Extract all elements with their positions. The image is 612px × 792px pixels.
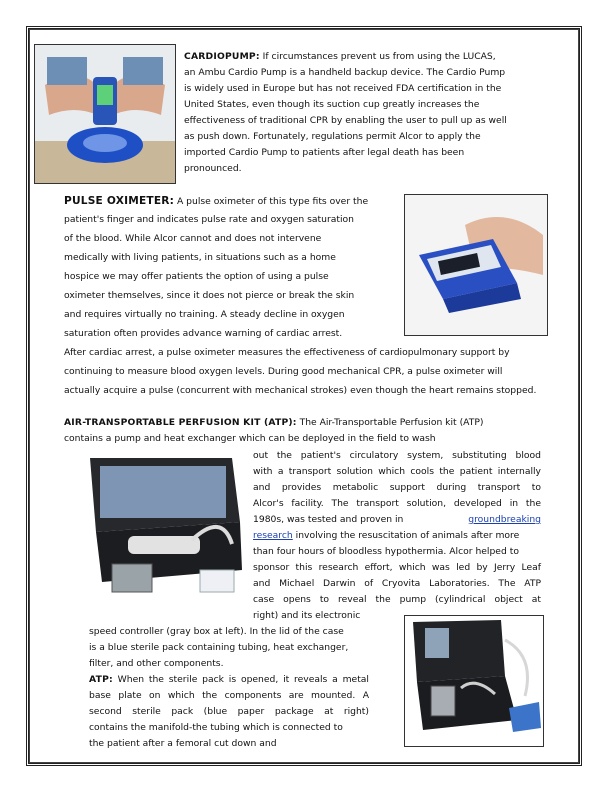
atp2-line-3: second sterile pack (blue paper package at right) (89, 706, 369, 717)
atp-right-line-10: case opens to reveal the pump (cylindrical object at (253, 594, 541, 605)
atp-right-line-3: and provides metabolic support during transport to (253, 482, 541, 493)
cardiopump-line-6: as push down. Fortunately, regulations permit Alcor to apply the (184, 131, 481, 142)
atp-lower-line-1: speed controller (gray box at left). In the lid of the case (89, 626, 344, 637)
cardiopump-heading: CARDIOPUMP: (184, 51, 260, 62)
atp-right-line-8: sponsor this research effort, which was led by Jerry Leaf (253, 562, 541, 573)
pulse-oximeter-line-6: oximeter themselves, since it does not pierce or break the skin (64, 290, 355, 301)
atp-line-2: contains a pump and heat exchanger which can be deployed in the field to wash (64, 433, 436, 444)
pulse-oximeter-photo (404, 194, 548, 336)
cardiopump-line-1: CARDIOPUMP: If circumstances prevent us from using the LUCAS, (184, 51, 496, 62)
cardiopump-photo (34, 44, 176, 184)
pulse-oximeter-line-5: hospice we may offer patients the option of using a pulse (64, 271, 329, 282)
pulse-oximeter-heading: PULSE OXIMETER: (64, 195, 175, 207)
atp-lower-line-3: filter, and other components. (89, 658, 224, 669)
cardiopump-line-2: an Ambu Cardio Pump is a handheld backup device. The Cardio Pump (184, 67, 506, 78)
atp-right-line-9: and Michael Darwin of Cryovita Laboratories. The ATP (253, 578, 541, 589)
pulse-oximeter-line-1: PULSE OXIMETER: A pulse oximeter of this type fits over the (64, 195, 369, 207)
pulse-oximeter-line-9: After cardiac arrest, a pulse oximeter measures the effectiveness of cardiopulmonary support by (64, 347, 510, 358)
pulse-oximeter-line-3: of the blood. While Alcor cannot and does not intervene (64, 233, 322, 244)
atp-lower-line-2: is a blue sterile pack containing tubing, heat exchanger, (89, 642, 349, 653)
atp-right-line-1: out the patient's circulatory system, substituting blood (253, 450, 541, 461)
pulse-oximeter-line-10: continuing to measure blood oxygen levels. During good mechanical CPR, a pulse oximeter will (64, 366, 503, 377)
atp-open-kit-photo (404, 615, 544, 747)
atp-right-line-4: Alcor's facility. The transport solution, developed in the (253, 498, 541, 509)
cardiopump-line-4: United States, even though its suction cup greatly increases the (184, 99, 480, 110)
atp-line-1: AIR-TRANSPORTABLE PERFUSION KIT (ATP): The Air-Transportable Perfusion kit (ATP) (64, 417, 484, 428)
atp2-heading: ATP: (89, 674, 113, 685)
atp-heading: AIR-TRANSPORTABLE PERFUSION KIT (ATP): (64, 417, 297, 428)
atp-right-line-6: research involving the resuscitation of animals after more (253, 530, 520, 541)
cardiopump-line-3: is widely used in Europe but has not received FDA certification in the (184, 83, 502, 94)
atp-right-line-11: right) and its electronic (253, 610, 361, 621)
atp2-line-2: base plate on which the components are mounted. A (89, 690, 369, 701)
atp2-line-4: contains the manifold-the tubing which is connected to (89, 722, 343, 733)
atp-right-line-7: than four hours of bloodless hypothermia. Alcor helped to (253, 546, 519, 557)
cardiopump-line-8: pronounced. (184, 163, 242, 174)
groundbreaking-research-link-cont[interactable]: research (253, 530, 293, 541)
pulse-oximeter-line-8: saturation often provides advance warning of cardiac arrest. (64, 328, 343, 339)
atp2-line-1: ATP: When the sterile pack is opened, it reveals a metal (89, 674, 369, 685)
pulse-oximeter-line-7: and requires virtually no training. A steady decline in oxygen (64, 309, 345, 320)
atp2-line-5: the patient after a femoral cut down and (89, 738, 277, 749)
atp-case-photo (82, 452, 246, 616)
pulse-oximeter-line-2: patient's finger and indicates pulse rate and oxygen saturation (64, 214, 354, 225)
pulse-oximeter-line-11: actually acquire a pulse (concurrent with mechanical strokes) even though the heart remains stopped. (64, 385, 537, 396)
atp-right-line-5: 1980s, was tested and proven in groundbreaking (253, 514, 541, 525)
cardiopump-line-7: imported Cardio Pump to patients after legal death has been (184, 147, 465, 158)
pulse-oximeter-line-4: medically with living patients, in situations such as a home (64, 252, 336, 263)
cardiopump-line-5: effectiveness of traditional CPR by enabling the user to pull up as well (184, 115, 507, 126)
groundbreaking-research-link[interactable]: groundbreaking (468, 514, 541, 525)
atp-right-line-2: with a transport solution which cools the patient internally (253, 466, 541, 477)
